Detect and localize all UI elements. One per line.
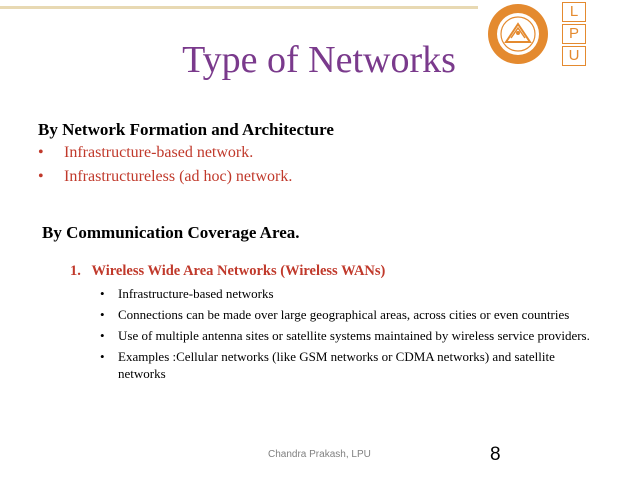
- list-item: [100, 285, 600, 302]
- list-item: [100, 327, 600, 344]
- bullet-marker: •: [100, 349, 105, 364]
- slide-title-text: Type of Networks: [182, 39, 456, 81]
- point-text: Examples :Cellular networks (like GSM networks or CDMA networks) and satellite networks: [118, 349, 555, 381]
- bullet-marker: •: [100, 328, 105, 343]
- logo-letter-l: L: [562, 2, 586, 22]
- point-text: Infrastructure-based networks: [118, 286, 274, 301]
- list-item: [38, 141, 538, 165]
- architecture-bullet-list: [38, 141, 538, 189]
- bullet-text: Infrastructureless (ad hoc) network.: [64, 168, 293, 185]
- logo-letter-p: P: [562, 24, 586, 44]
- list-item: [38, 165, 538, 189]
- footer-author: Chandra Prakash, LPU: [268, 449, 371, 460]
- numbered-item-wireless-wan: 1. Wireless Wide Area Networks (Wireless WANs): [70, 263, 386, 279]
- point-text: Use of multiple antenna sites or satellite systems maintained by wireless service providers.: [118, 328, 590, 343]
- section-heading-coverage: By Communication Coverage Area.: [42, 223, 300, 242]
- section-heading-architecture: By Network Formation and Architecture: [38, 120, 334, 139]
- bullet-marker: •: [100, 307, 105, 322]
- bullet-text: Infrastructure-based network.: [64, 144, 254, 161]
- list-item: [100, 306, 600, 323]
- logo-letter-u: U: [562, 46, 586, 66]
- page-number: 8: [490, 444, 501, 465]
- header-rule: [0, 6, 478, 9]
- wireless-wan-point-list: [100, 285, 600, 386]
- bullet-marker: •: [38, 144, 44, 161]
- bullet-marker: •: [100, 286, 105, 301]
- point-text: Connections can be made over large geographical areas, across cities or even countries: [118, 307, 570, 322]
- bullet-marker: •: [38, 168, 44, 185]
- slide-title: [0, 38, 638, 82]
- list-item: [100, 348, 600, 382]
